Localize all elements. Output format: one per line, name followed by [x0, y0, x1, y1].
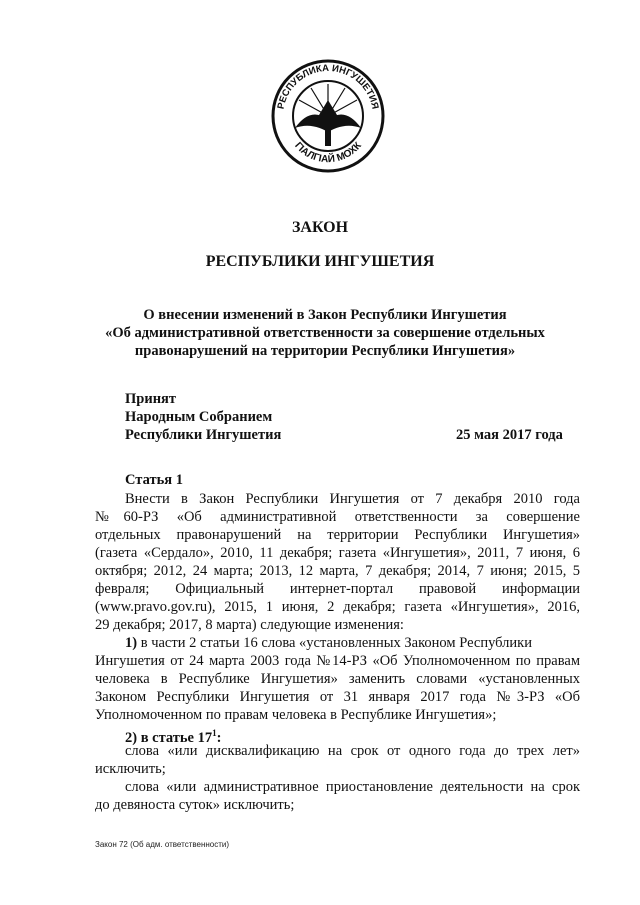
- accepted-date: 25 мая 2017 года: [456, 427, 563, 443]
- article-text-line: 29 декабря; 2017, 8 марта) следующие изменения:: [95, 617, 404, 633]
- law-title: ЗАКОН: [291, 219, 349, 236]
- item-2-sub-2-line: до девяноста суток» исключить;: [95, 797, 295, 813]
- item-2-sub-2-line: слова «или административное приостановление деятельности на срок: [125, 779, 580, 795]
- article-text-line: февраля; Официальный интернет-портал правовой информации: [95, 581, 580, 597]
- republic-emblem-icon: [271, 56, 385, 182]
- accepted-line-1: Принят: [125, 391, 177, 407]
- subject-line-2: «Об административной ответственности за совершение отдельных: [105, 325, 545, 341]
- item-2-sub-1-line: слова «или дисквалификацию на срок от одного года до трех лет»: [125, 743, 580, 759]
- accepted-line-2: Народным Собранием: [125, 409, 273, 425]
- item-1-line: человека в Республике Ингушетия» заменить словами «установленных: [95, 671, 580, 687]
- item-2-prefix: 2) в статье 17: [125, 729, 213, 746]
- article-text-line: (газета «Сердало», 2010, 11 декабря; газета «Ингушетия», 2011, 7 июня, 6: [95, 545, 580, 561]
- emblem-top-text: РЕСПУБЛИКА ИНГУШЕТИЯ: [275, 62, 381, 111]
- article-text-line: октября; 2012, 24 марта; 2013, 12 марта, 7 декабря; 2014, 7 июня; 2015, 5: [95, 563, 580, 579]
- article-heading: Статья 1: [125, 472, 183, 488]
- item-2-sub-1-line: исключить;: [95, 761, 166, 777]
- item-2-suffix: :: [216, 729, 222, 746]
- emblem-bottom-text: ГIАЛГIАЙ МОХК: [292, 140, 364, 166]
- article-text-line: Внести в Закон Республики Ингушетия от 7 декабря 2010 года: [125, 491, 580, 507]
- footer-text: Закон 72 (Об адм. ответственности): [95, 840, 230, 849]
- item-1-number: 1): [125, 635, 138, 651]
- article-text-line: отдельных правонарушений на территории Республики Ингушетия»: [95, 527, 580, 543]
- subject-line-3: правонарушений на территории Республики Ингушетия»: [134, 343, 516, 359]
- article-text-line: (www.pravo.gov.ru), 2015, 1 июня, 2 декабря; газета «Ингушетия», 2016,: [95, 599, 580, 615]
- accepted-line-3: Республики Ингушетия: [125, 427, 282, 443]
- item-1-line: Уполномоченном по правам человека в Республике Ингушетия»;: [95, 707, 497, 723]
- item-1-line: Ингушетия от 24 марта 2003 года №14-РЗ «Об Уполномоченном по правам: [95, 653, 580, 669]
- item-2-superscript: 1: [212, 728, 217, 738]
- item-1-line: Законом Республики Ингушетия от 31 января 2017 года №3-РЗ «Об: [95, 689, 580, 705]
- article-text-line: №60-РЗ «Об административной ответственности за совершение: [95, 509, 580, 525]
- republic-title: РЕСПУБЛИКИ ИНГУШЕТИЯ: [205, 253, 435, 270]
- item-1-text: в части 2 статьи 16 слова «установленных Законом Республики: [140, 635, 532, 651]
- subject-line-1: О внесении изменений в Закон Республики Ингушетия: [143, 307, 507, 323]
- item-1-first-line: [125, 634, 580, 652]
